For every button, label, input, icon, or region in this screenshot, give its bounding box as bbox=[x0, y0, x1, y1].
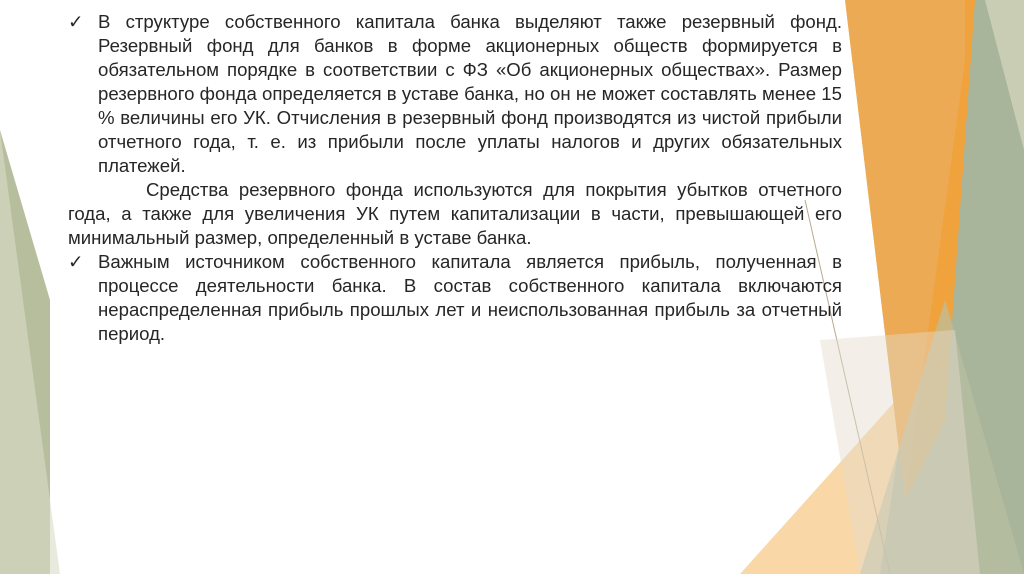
bullet-paragraph-reserve-fund bbox=[68, 10, 842, 178]
check-icon: ✓ bbox=[68, 11, 84, 32]
paragraph-text: Важным источником собственного капитала является прибыль, полученная в процессе деятельности банка. В состав собственного капитала включаются нераспределенная прибыль прошлых лет и неиспользованная прибыль за отчетный период. bbox=[98, 251, 842, 344]
indented-paragraph-reserve-fund-usage bbox=[68, 178, 842, 250]
left-light-shape bbox=[0, 130, 60, 574]
paragraph-text: В структуре собственного капитала банка выделяют также резервный фонд. Резервный фонд для банков в форме акционерных обществ формируется в обязательном порядке в соответствии с ФЗ «Об акционерных обществах». Размер резервного фонда определяется в уставе банка, но он не может составлять менее 15 % величины его УК. Отчисления в резервный фонд производятся из чистой прибыли отчетного года, т. е. из прибыли после уплаты налогов и других обязательных платежей. bbox=[98, 11, 842, 176]
paragraph-text: Средства резервного фонда используются для покрытия убытков отчетного года, а также для увеличения УК путем капитализации в части, превышающей его минимальный размер, определенный в уставе банка. bbox=[68, 179, 842, 248]
bullet-paragraph-profit bbox=[68, 250, 842, 346]
check-icon: ✓ bbox=[68, 251, 84, 272]
slide-body-text bbox=[68, 10, 842, 346]
